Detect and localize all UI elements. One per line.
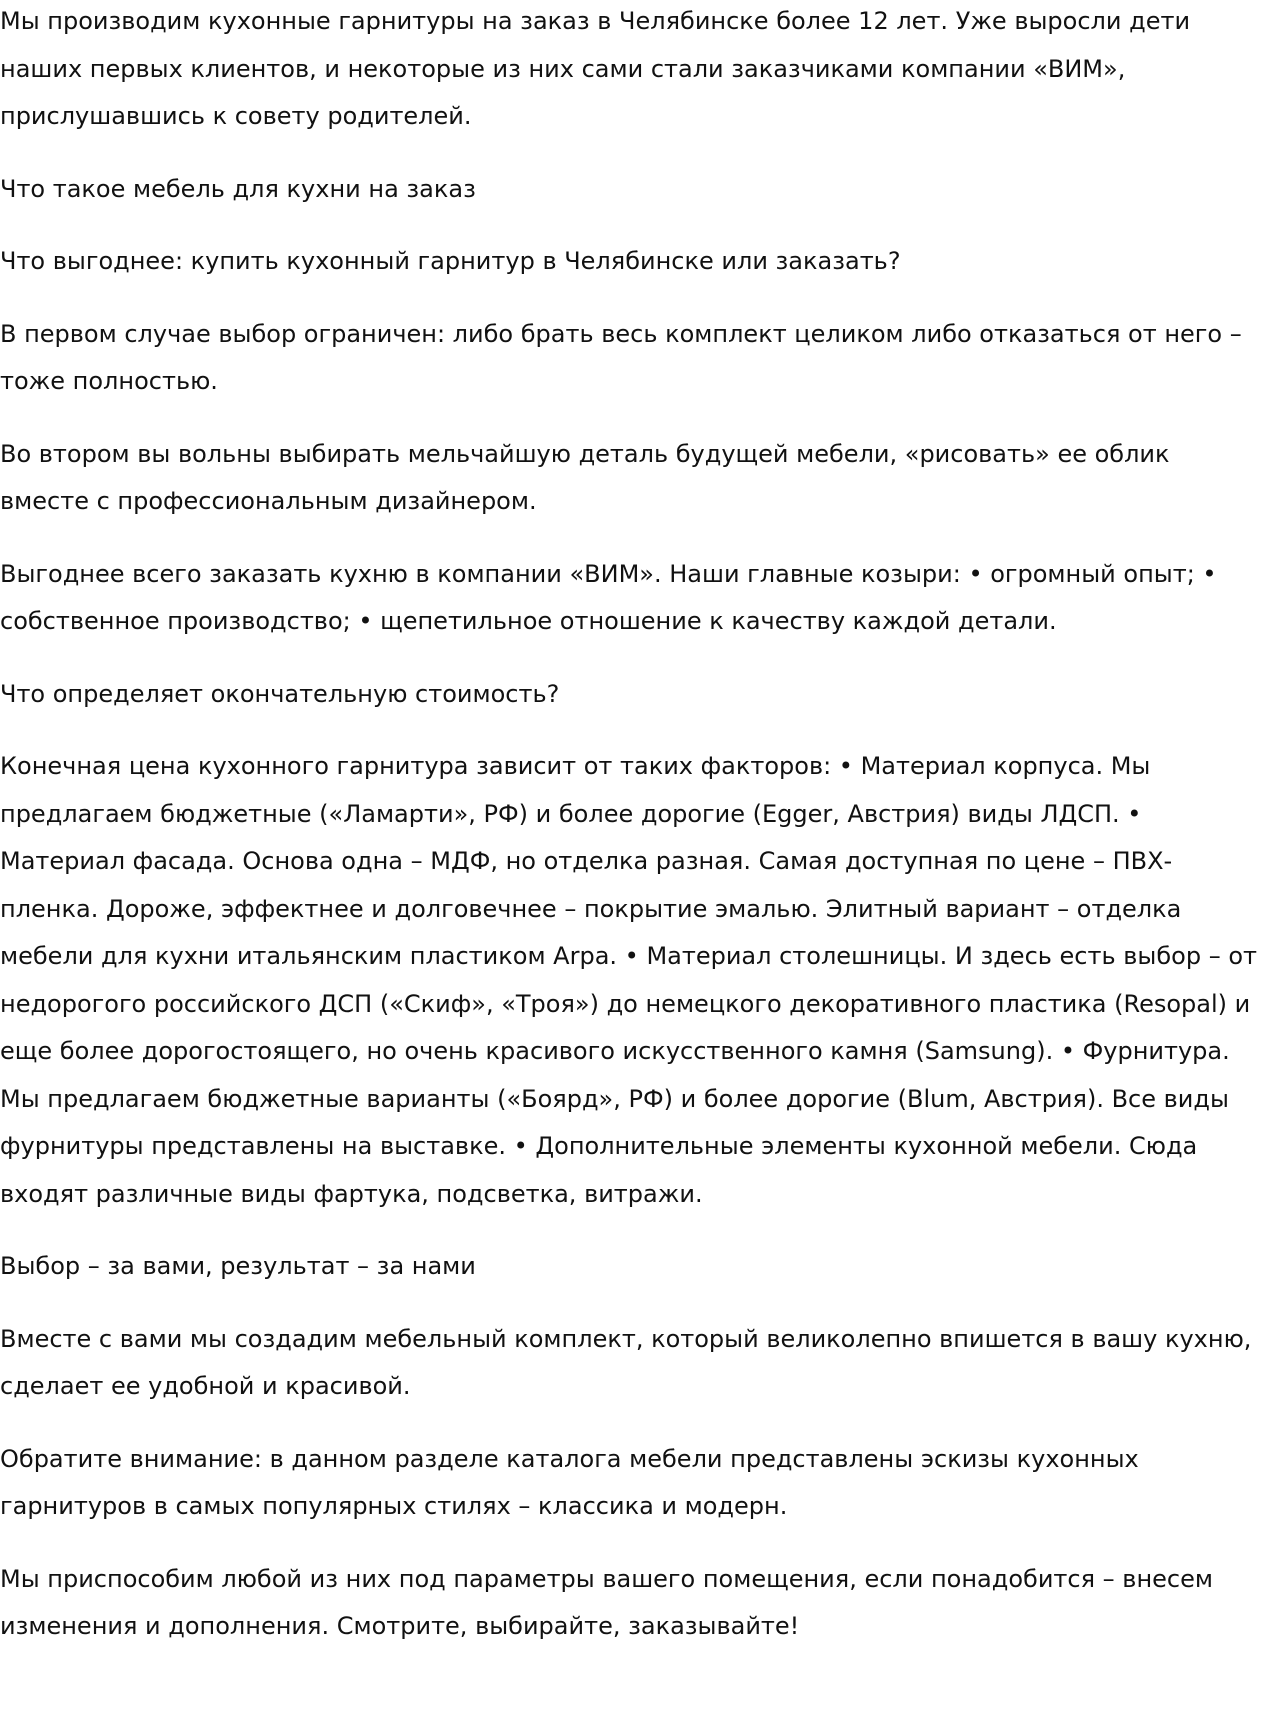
section-heading-choice: Выбор – за вами, результат – за нами [0, 1252, 476, 1280]
section-heading-what-is: Что такое мебель для кухни на заказ [0, 174, 476, 203]
together-paragraph: Вместе с вами мы создадим мебельный комплект, который великолепно впишется в вашу кухню, сделает ее удобной и красивой. [0, 1324, 1252, 1400]
section-heading-cost: Что определяет окончательную стоимость? [0, 679, 560, 708]
cost-factors-paragraph: Конечная цена кухонного гарнитура зависит от таких факторов: • Материал корпуса. Мы предлагаем бюджетные («Ламарти», РФ) и более дорогие (Egger, Австрия) виды ЛДСП. • Материал фасада. Основа одна – МДФ, но отделка разная. Самая доступная по цене – ПВХ-пленка. Дороже, эффектнее и долговечнее – покрытие эмалью. Элитный вариант – отделка мебели для кухни итальянским пластиком Arpa. • Материал столешницы. И здесь есть выбор – от недорогого российского ДСП («Скиф», «Троя») до немецкого декоративного пластика (Resopal) и еще более дорогостоящего, но очень красивого искусственного камня (Samsung). • Фурнитура. Мы предлагаем бюджетные варианты («Боярд», РФ) и более дорогие (Blum, Австрия). Все виды фурнитуры представлены на выставке. • Дополнительные элементы кухонной мебели. Сюда входят различные виды фартука, подсветка, витражи. [0, 752, 1257, 1208]
intro-paragraph: Мы производим кухонные гарнитуры на заказ в Челябинске более 12 лет. Уже выросли дети наших первых клиентов, и некоторые из них сами стали заказчиками компании «ВИМ», прислушавшись к совету родителей. [0, 7, 1191, 130]
advantages-paragraph: Выгоднее всего заказать кухню в компании «ВИМ». Наши главные козыри: • огромный опыт; • собственное производство; • щепетильное отношение к качеству каждой детали. [0, 559, 1217, 635]
closing-paragraph: Мы приспособим любой из них под параметры вашего помещения, если понадобится – внесем изменения и дополнения. Смотрите, выбирайте, заказывайте! [0, 1564, 1213, 1640]
section-heading-buy-or-order: Что выгоднее: купить кухонный гарнитур в Челябинске или заказать? [0, 247, 901, 275]
first-case-paragraph: В первом случае выбор ограничен: либо брать весь комплект целиком либо отказаться от него – тоже полностью. [0, 319, 1242, 395]
second-case-paragraph: Во втором вы вольны выбирать мельчайшую деталь будущей мебели, «рисовать» ее облик вместе с профессиональным дизайнером. [0, 439, 1170, 515]
note-paragraph: Обратите внимание: в данном разделе каталога мебели представлены эскизы кухонных гарнитуров в самых популярных стилях – классика и модерн. [0, 1444, 1139, 1520]
